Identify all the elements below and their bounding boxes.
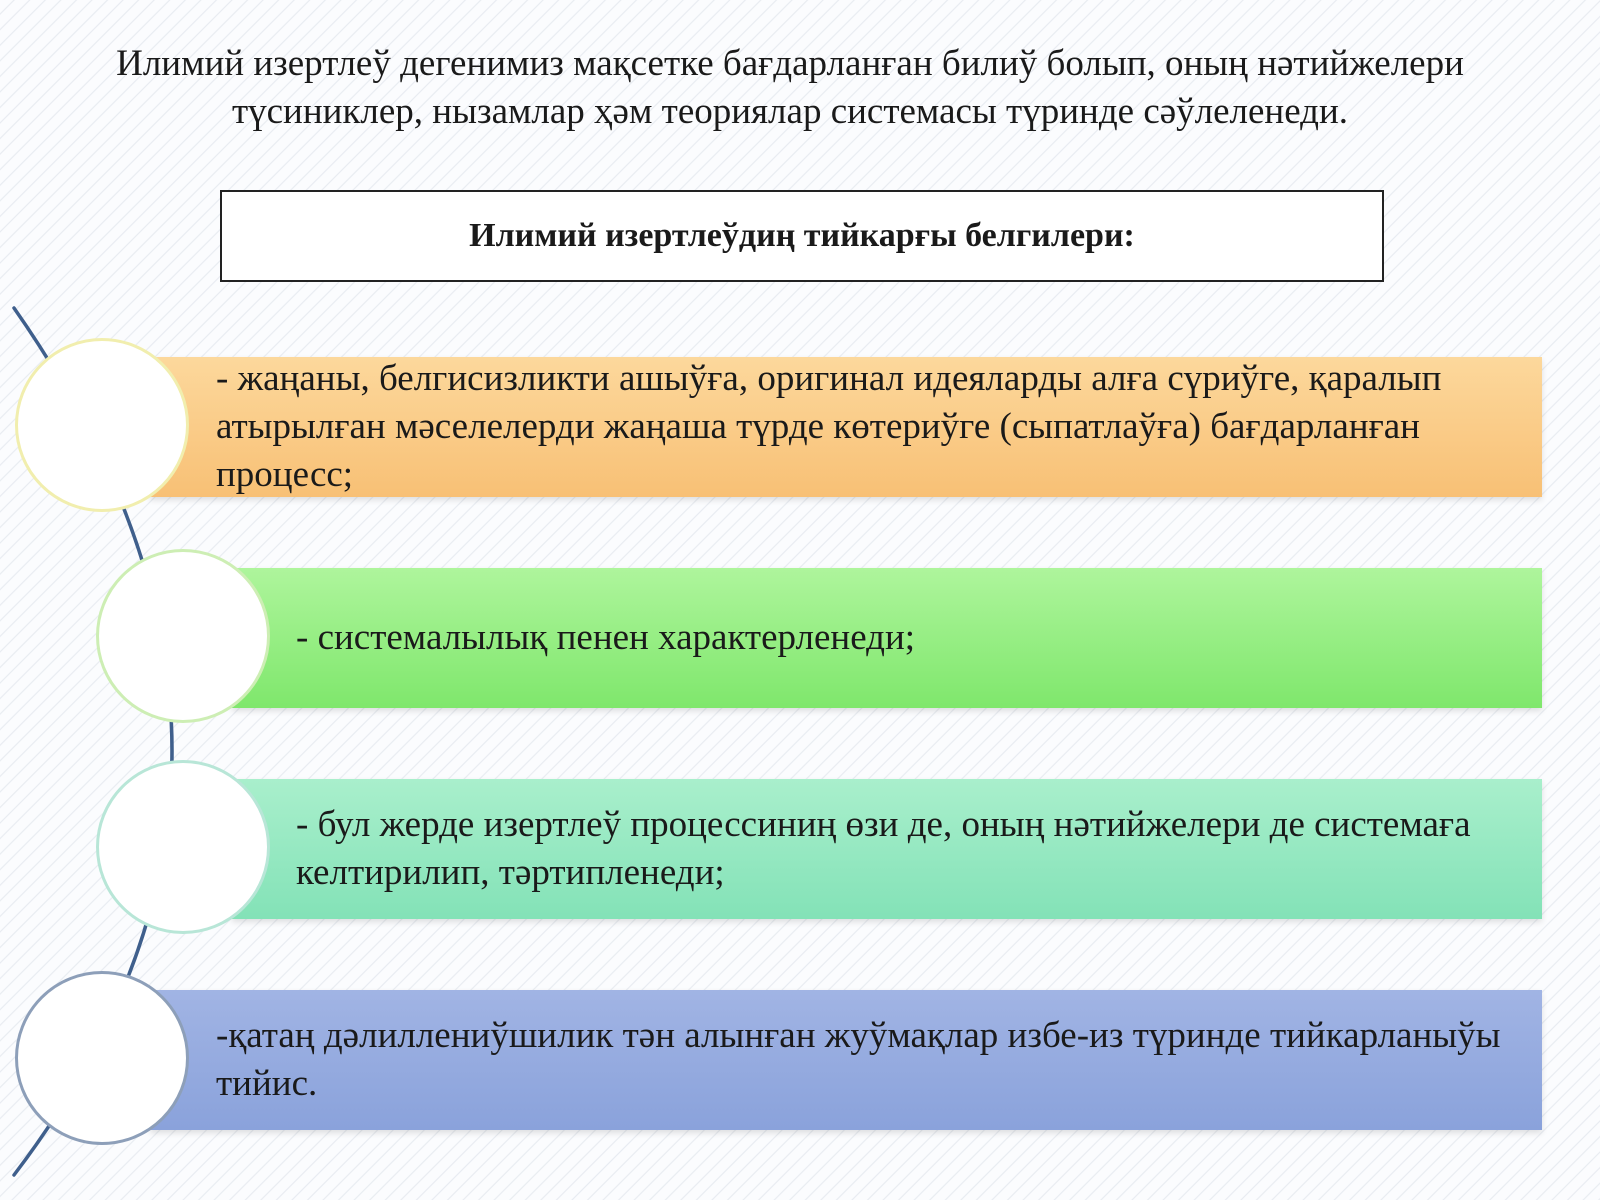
list-item-4-text: -қатаң дәлиллениўшилик тән алынған жуўмақлар избе-из түринде тийкарланыўы тийис.	[216, 1015, 1501, 1104]
subtitle-text: Илимий изертлеўдиң тийкарғы белгилери:	[469, 217, 1135, 254]
intro-text: Илимий изертлеў дегенимиз мақсетке бағдарланған билиў болып, оның нәтийжелери түсиниклер, нызамлар ҳәм теориялар системасы түринде сәўлеленеди.	[116, 43, 1464, 132]
list-item-3-bar	[232, 779, 1542, 919]
list-item-3-circle	[96, 760, 270, 934]
list-item-1-circle	[15, 338, 189, 512]
list-item-2-bar	[232, 568, 1542, 708]
list-item-4-circle	[15, 971, 189, 1145]
list-item-1-bar	[150, 357, 1542, 497]
list-item-2-circle	[96, 549, 270, 723]
list-item-2-text: - системалылық пенен характерленеди;	[296, 617, 916, 658]
list-item-1-text: - жаңаны, белгисизликти ашыўға, оригинал идеяларды алға сүриўге, қаралып атырылған мәселелерди жаңаша түрде көтериўге (сыпатлаўға) бағдарланған процесс;	[216, 358, 1442, 495]
list-item-4-bar	[150, 990, 1542, 1130]
list-item-3-text: - бул жерде изертлеў процессиниң өзи де, оның нәтийжелери де системаға келтирилип, тәртипленеди;	[296, 804, 1471, 893]
